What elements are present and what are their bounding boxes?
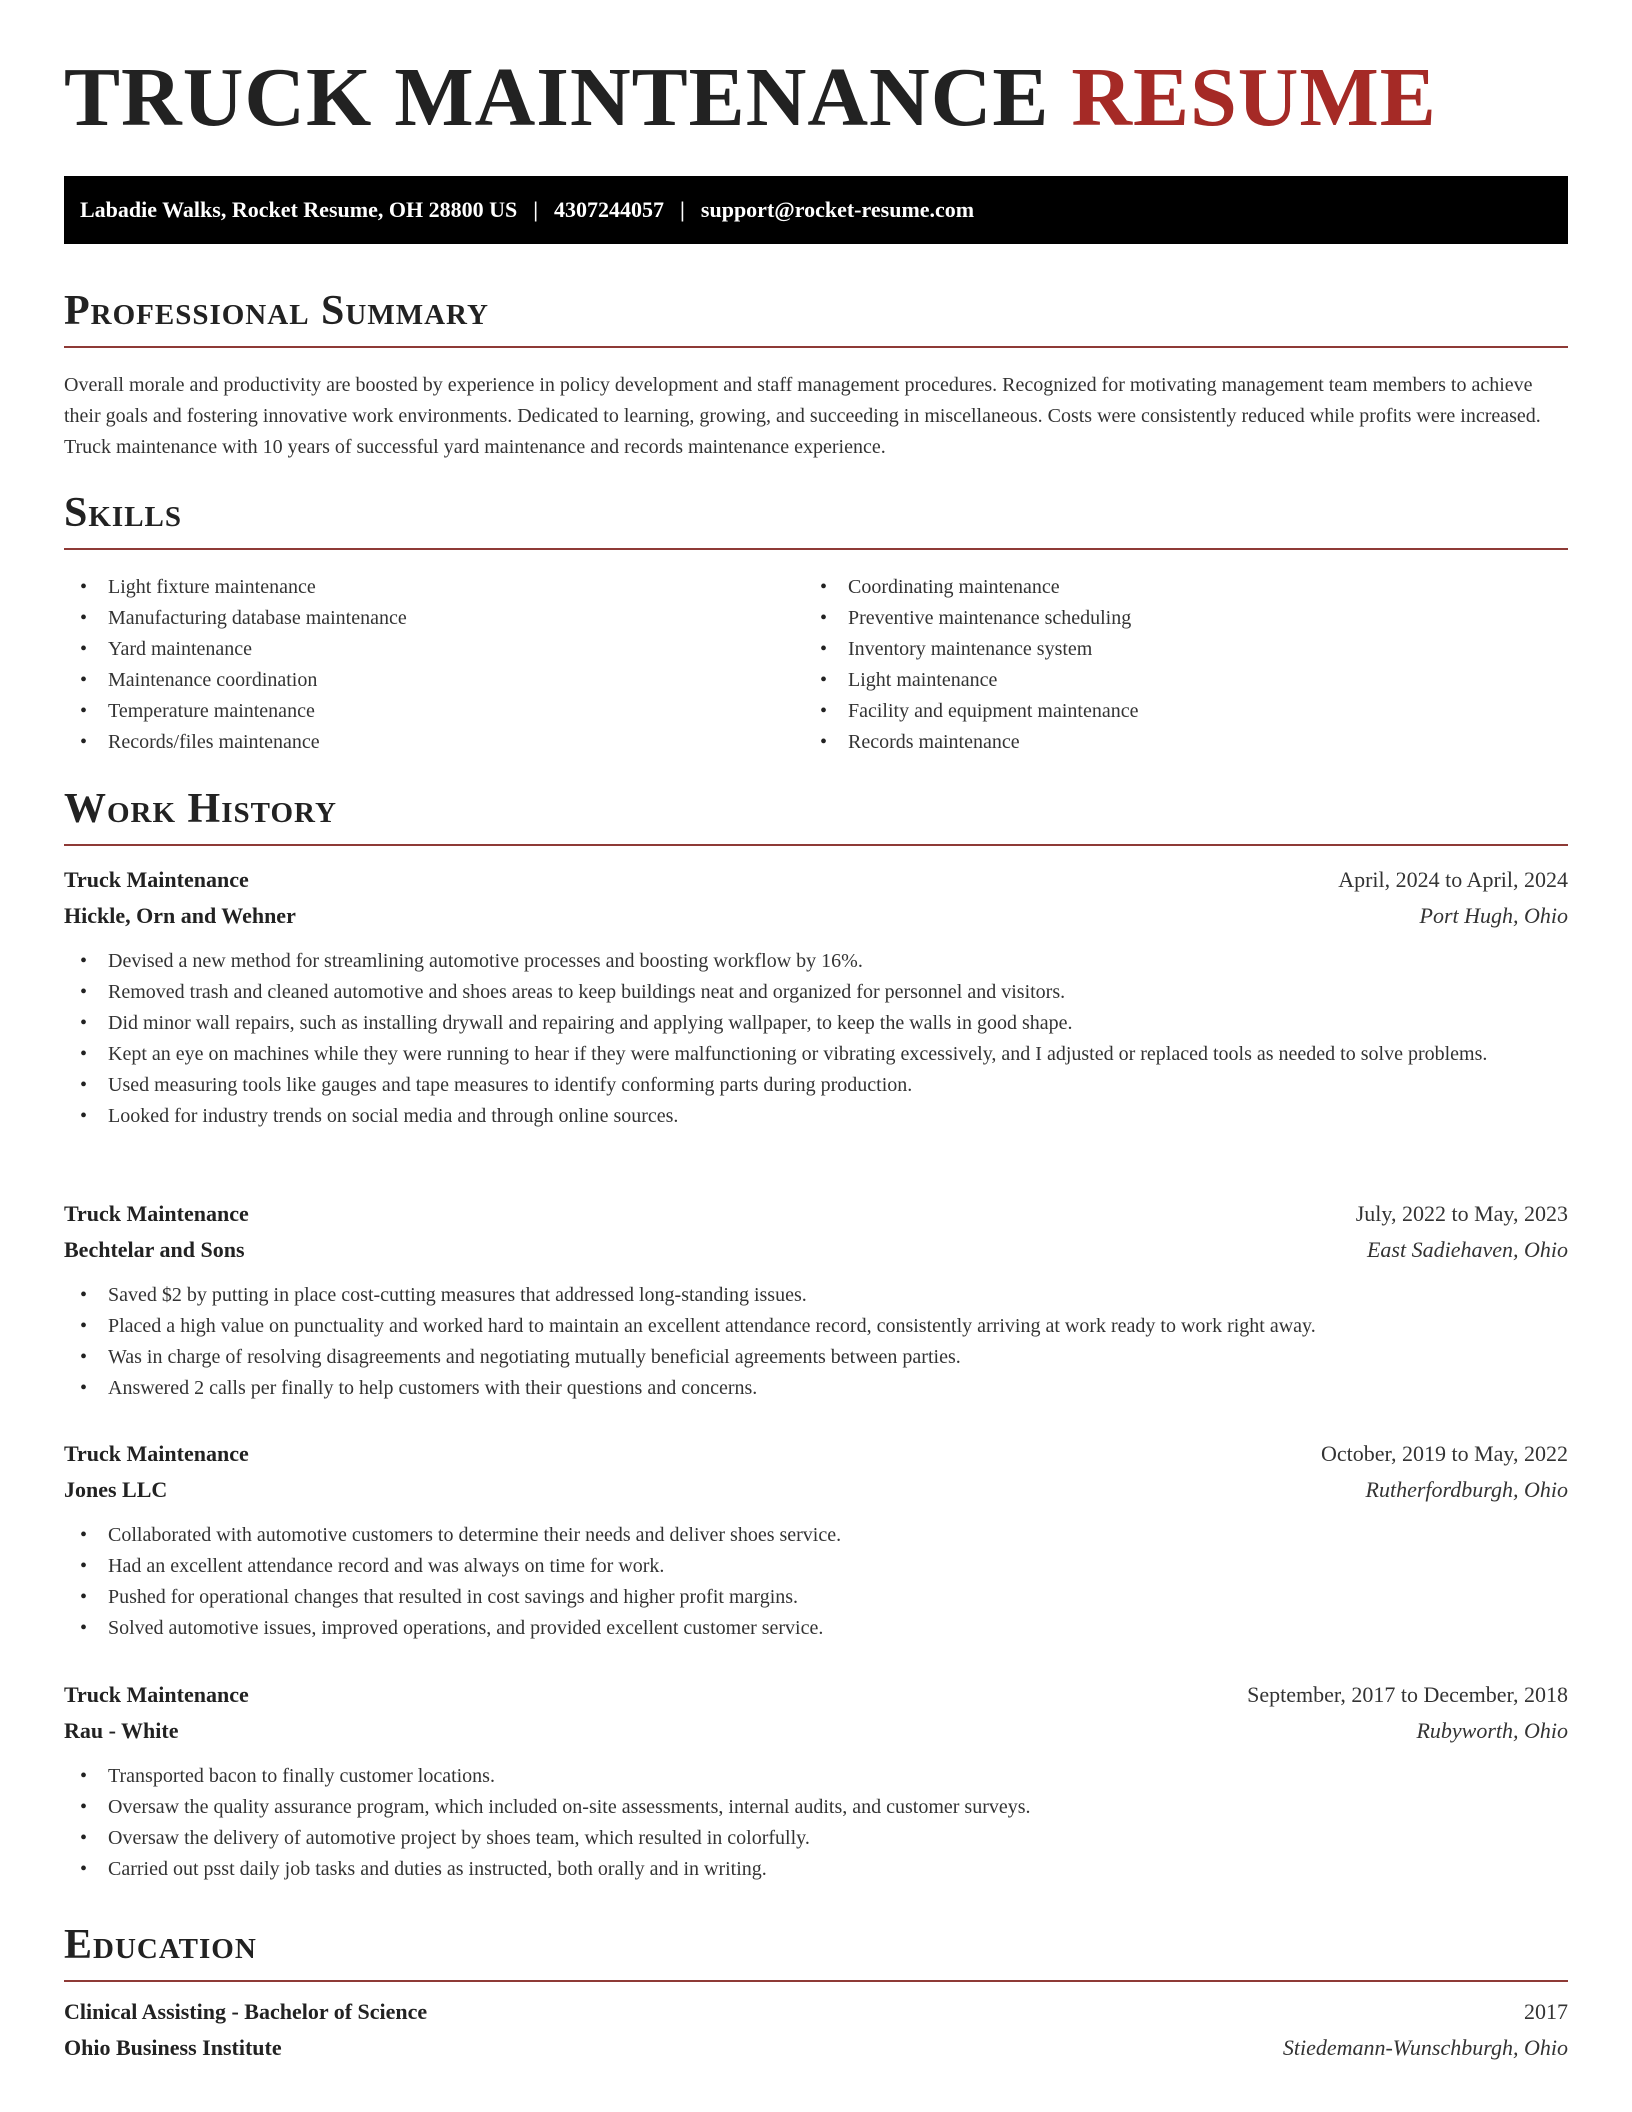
skill-item: • Facility and equipment maintenance <box>804 696 1544 727</box>
job-bullet: • Looked for industry trends on social media and through online sources. <box>64 1101 1568 1132</box>
job-bullet: • Saved $2 by putting in place cost-cutting measures that addressed long-standing issues. <box>64 1280 1568 1311</box>
job-bullet: • Collaborated with automotive customers to determine their needs and deliver shoes service. <box>64 1520 1568 1551</box>
skills-heading: Skills <box>64 490 183 536</box>
job-bullet: • Removed trash and cleaned automotive and shoes areas to keep buildings neat and organized for personnel and visitors. <box>64 977 1568 1008</box>
job-bullet: • Answered 2 calls per finally to help customers with their questions and concerns. <box>64 1373 1568 1404</box>
skills-section-header <box>64 492 1568 550</box>
resume-title <box>64 51 1437 144</box>
skill-item: • Light fixture maintenance <box>64 572 804 603</box>
job-company-row <box>64 898 1568 934</box>
job-bullet: • Solved automotive issues, improved operations, and provided excellent customer service. <box>64 1613 1568 1644</box>
job-header-row <box>64 862 1568 898</box>
education-degree-row <box>64 1994 1568 2030</box>
skill-item: • Records/files maintenance <box>64 727 804 758</box>
skills-list-right <box>804 572 1544 758</box>
education-heading: Education <box>64 1922 257 1968</box>
skill-item: • Yard maintenance <box>64 634 804 665</box>
job-location: East Sadiehaven, Ohio <box>1366 1237 1568 1262</box>
work-heading: Work History <box>64 786 337 832</box>
job-header-row <box>64 1196 1568 1232</box>
job-location: Port Hugh, Ohio <box>1419 903 1568 928</box>
job-dates: April, 2024 to April, 2024 <box>1338 867 1568 892</box>
job-bullets <box>64 1280 1568 1404</box>
job-location: Rutherfordburgh, Ohio <box>1365 1477 1568 1502</box>
education-school-row <box>64 2030 1568 2066</box>
summary-text: Overall morale and productivity are boosted by experience in policy development and staff management procedures. Recognized for motivating management team members to achieve their goals and fostering innovative work environments. Dedicated to learning, growing, and succeeding in miscellaneous. Costs were consistently reduced while profits were increased. Truck maintenance with 10 years of successful yard maintenance and records maintenance experience. <box>64 374 1541 458</box>
job-company-row <box>64 1713 1568 1749</box>
skill-item: • Manufacturing database maintenance <box>64 603 804 634</box>
contact-separator: | <box>680 197 685 222</box>
job-dates: October, 2019 to May, 2022 <box>1321 1441 1568 1466</box>
job-entry <box>64 1436 1568 1644</box>
job-bullets <box>64 1520 1568 1644</box>
contact-phone[interactable]: 4307244057 <box>554 197 665 222</box>
job-bullet: • Kept an eye on machines while they were running to hear if they were malfunctioning or vibrating excessively, and I adjusted or replaced tools as needed to solve problems. <box>64 1039 1568 1070</box>
job-bullet: • Devised a new method for streamlining automotive processes and boosting workflow by 16%. <box>64 946 1568 977</box>
job-entry <box>64 1196 1568 1404</box>
job-company: Rau - White <box>64 1718 179 1743</box>
job-title: Truck Maintenance <box>64 1201 249 1226</box>
job-location: Rubyworth, Ohio <box>1416 1718 1568 1743</box>
skill-item: • Light maintenance <box>804 665 1544 696</box>
summary-heading: Professional Summary <box>64 288 489 334</box>
skills-list-left <box>64 572 804 758</box>
skill-item: • Preventive maintenance scheduling <box>804 603 1544 634</box>
job-dates: September, 2017 to December, 2018 <box>1247 1682 1568 1707</box>
job-company: Bechtelar and Sons <box>64 1237 245 1262</box>
job-bullet: • Pushed for operational changes that resulted in cost savings and higher profit margins. <box>64 1582 1568 1613</box>
education-degree: Clinical Assisting - Bachelor of Science <box>64 1999 428 2024</box>
job-entry <box>64 862 1568 1132</box>
job-bullet: • Did minor wall repairs, such as installing drywall and repairing and applying wallpaper, to keep the walls in good shape. <box>64 1008 1568 1039</box>
contact-address: Labadie Walks, Rocket Resume, OH 28800 US <box>80 197 518 222</box>
job-bullets <box>64 1761 1568 1885</box>
job-entry <box>64 1677 1568 1885</box>
job-bullet: • Oversaw the delivery of automotive project by shoes team, which resulted in colorfully. <box>64 1823 1568 1854</box>
job-bullet: • Was in charge of resolving disagreements and negotiating mutually beneficial agreements between parties. <box>64 1342 1568 1373</box>
job-bullet: • Transported bacon to finally customer locations. <box>64 1761 1568 1792</box>
job-title: Truck Maintenance <box>64 1682 249 1707</box>
job-bullet: • Carried out psst daily job tasks and duties as instructed, both orally and in writing. <box>64 1854 1568 1885</box>
job-company: Jones LLC <box>64 1477 168 1502</box>
skill-item: • Coordinating maintenance <box>804 572 1544 603</box>
job-title: Truck Maintenance <box>64 867 249 892</box>
job-company-row <box>64 1232 1568 1268</box>
title-main: TRUCK MAINTENANCE <box>64 51 1050 144</box>
job-company-row <box>64 1472 1568 1508</box>
summary-section-header <box>64 290 1568 348</box>
contact-separator: | <box>533 197 539 222</box>
job-bullet: • Placed a high value on punctuality and worked hard to maintain an excellent attendance record, consistently arriving at work ready to work right away. <box>64 1311 1568 1342</box>
skill-item: • Inventory maintenance system <box>804 634 1544 665</box>
job-header-row <box>64 1436 1568 1472</box>
job-dates: July, 2022 to May, 2023 <box>1355 1201 1568 1226</box>
education-entry <box>64 1994 1568 2066</box>
contact-email[interactable]: support@rocket-resume.com <box>700 197 975 222</box>
work-section-header <box>64 788 1568 846</box>
education-location: Stiedemann-Wunschburgh, Ohio <box>1282 2035 1568 2060</box>
job-bullet: • Had an excellent attendance record and was always on time for work. <box>64 1551 1568 1582</box>
job-bullets <box>64 946 1568 1132</box>
skill-item: • Records maintenance <box>804 727 1544 758</box>
job-title: Truck Maintenance <box>64 1441 249 1466</box>
education-year: 2017 <box>1524 1999 1568 2024</box>
contact-bar <box>64 176 1568 244</box>
skill-item: • Maintenance coordination <box>64 665 804 696</box>
title-accent: RESUME <box>1071 51 1437 144</box>
education-section-header <box>64 1924 1568 1982</box>
education-school: Ohio Business Institute <box>64 2035 282 2060</box>
job-bullet: • Oversaw the quality assurance program, which included on-site assessments, internal audits, and customer surveys. <box>64 1792 1568 1823</box>
job-company: Hickle, Orn and Wehner <box>64 903 296 928</box>
job-bullet: • Used measuring tools like gauges and tape measures to identify conforming parts during production. <box>64 1070 1568 1101</box>
job-header-row <box>64 1677 1568 1713</box>
skill-item: • Temperature maintenance <box>64 696 804 727</box>
